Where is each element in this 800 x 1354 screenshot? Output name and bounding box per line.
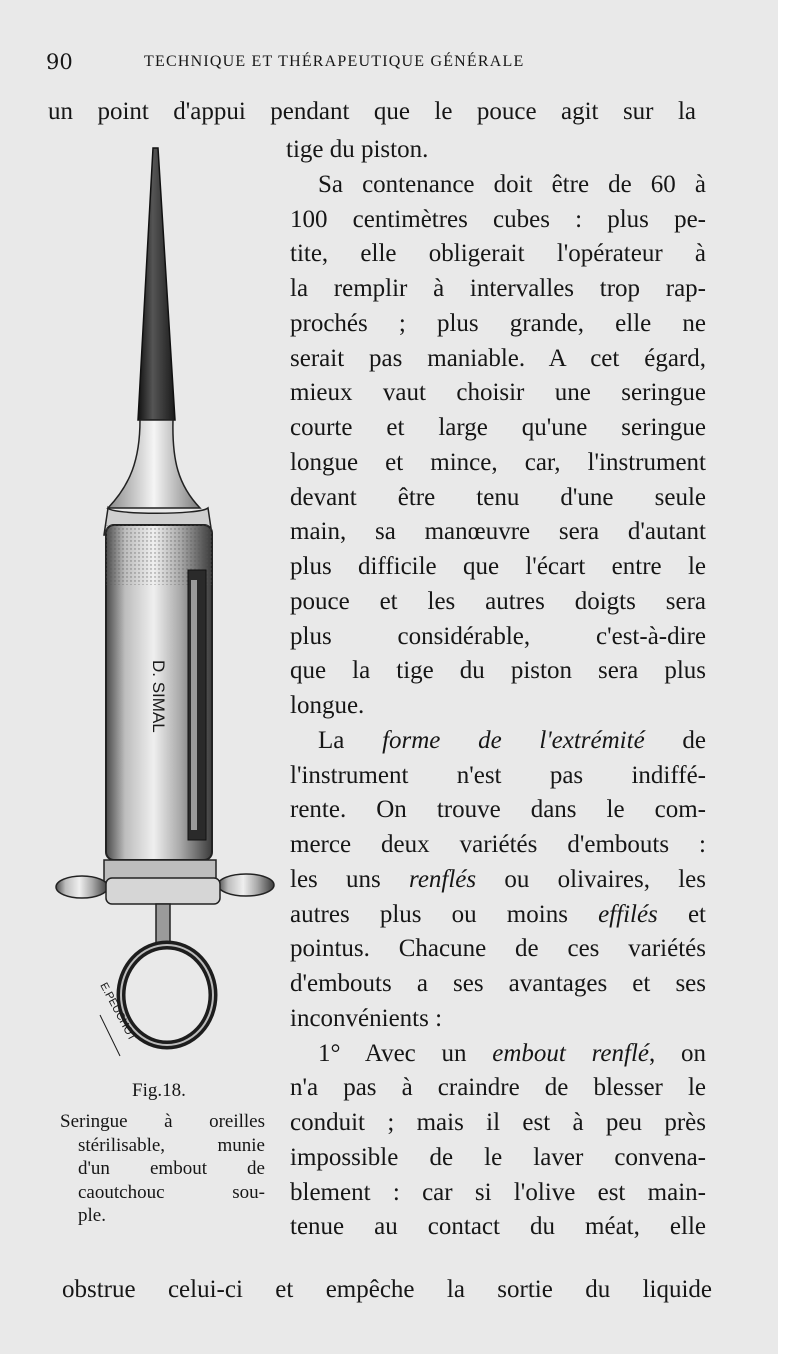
text-line: merce deux variétés d'embouts : (290, 831, 706, 858)
caption-line: Seringue à oreilles (60, 1111, 265, 1132)
text-line: main, sa manœuvre sera d'autant (290, 518, 706, 546)
italic-phrase: forme de l'extrémité (382, 726, 645, 754)
text-line: tenue au contact du méat, elle (290, 1213, 706, 1241)
figure-number: Fig.18. (132, 1080, 186, 1101)
running-head (46, 50, 646, 80)
page-edge (778, 0, 800, 1354)
italic-phrase: effilés (598, 900, 658, 928)
text-line: pouce et les autres doigts sera (290, 587, 706, 615)
full-width-line: obstrue celui-ci et empêche la sortie du liquide (62, 1276, 712, 1303)
caption-line: stérilisable, munie (78, 1134, 265, 1156)
full-width-line: un point d'appui pendant que le pouce agit sur la (48, 98, 696, 125)
text-line: conduit ; mais il est à peu près (290, 1109, 706, 1136)
text-line: rente. On trouve dans le com- (290, 796, 706, 824)
text-line: autres plus ou moins effilés et (290, 900, 706, 928)
text-line: 100 centimètres cubes : plus pe- (290, 205, 706, 233)
text-line: plus considérable, c'est-à-dire (290, 622, 706, 650)
text-line: pointus. Chacune de ces variétés (290, 935, 706, 963)
page-number: 90 (46, 50, 73, 74)
text-line: courte et large qu'une seringue (290, 414, 706, 441)
text-line: n'a pas à craindre de blesser le (290, 1074, 706, 1102)
text-line: mieux vaut choisir une seringue (290, 379, 706, 407)
text-line: Sa contenance doit être de 60 à (318, 170, 706, 198)
caption-line: ple. (78, 1205, 106, 1226)
caption-line: d'un embout de (78, 1158, 265, 1179)
text-line: devant être tenu d'une seule (290, 483, 706, 511)
text-line: blement : car si l'olive est main- (290, 1178, 706, 1206)
header-title: TECHNIQUE ET THÉRAPEUTIQUE GÉNÉRALE (144, 53, 525, 70)
text-line: que la tige du piston sera plus (290, 657, 706, 685)
text-line: longue. (290, 692, 365, 719)
text-line: l'instrument n'est pas indiffé- (290, 761, 706, 789)
syringe-illustration (50, 140, 290, 1080)
text-line: La forme de l'extrémité de (318, 726, 706, 754)
text-line: la remplir à intervalles trop rap- (290, 275, 706, 302)
text-line: impossible de le laver convena- (290, 1143, 706, 1171)
text-line: les uns renflés ou olivaires, les (290, 865, 707, 893)
engraver-signature: E.PEUCHOT (97, 980, 139, 1044)
caption-line: caoutchouc sou- (78, 1181, 265, 1203)
italic-phrase: renflés (409, 865, 477, 893)
text-line: longue et mince, car, l'instrument (290, 448, 706, 476)
italic-phrase: embout renflé (492, 1039, 649, 1067)
text-line: serait pas maniable. A cet égard, (290, 344, 706, 372)
text-line: d'embouts a ses avantages et ses (290, 970, 706, 997)
text-line: plus difficile que l'écart entre le (290, 553, 706, 580)
text-line: inconvénients : (290, 1004, 443, 1032)
barrel-inscription: D. SIMAL (149, 660, 168, 733)
text-line: prochés ; plus grande, elle ne (290, 309, 706, 337)
text-line: 1° Avec un embout renflé, on (318, 1039, 706, 1067)
text-line: tige du piston. (286, 136, 429, 163)
text-line: tite, elle obligerait l'opérateur à (290, 240, 706, 268)
